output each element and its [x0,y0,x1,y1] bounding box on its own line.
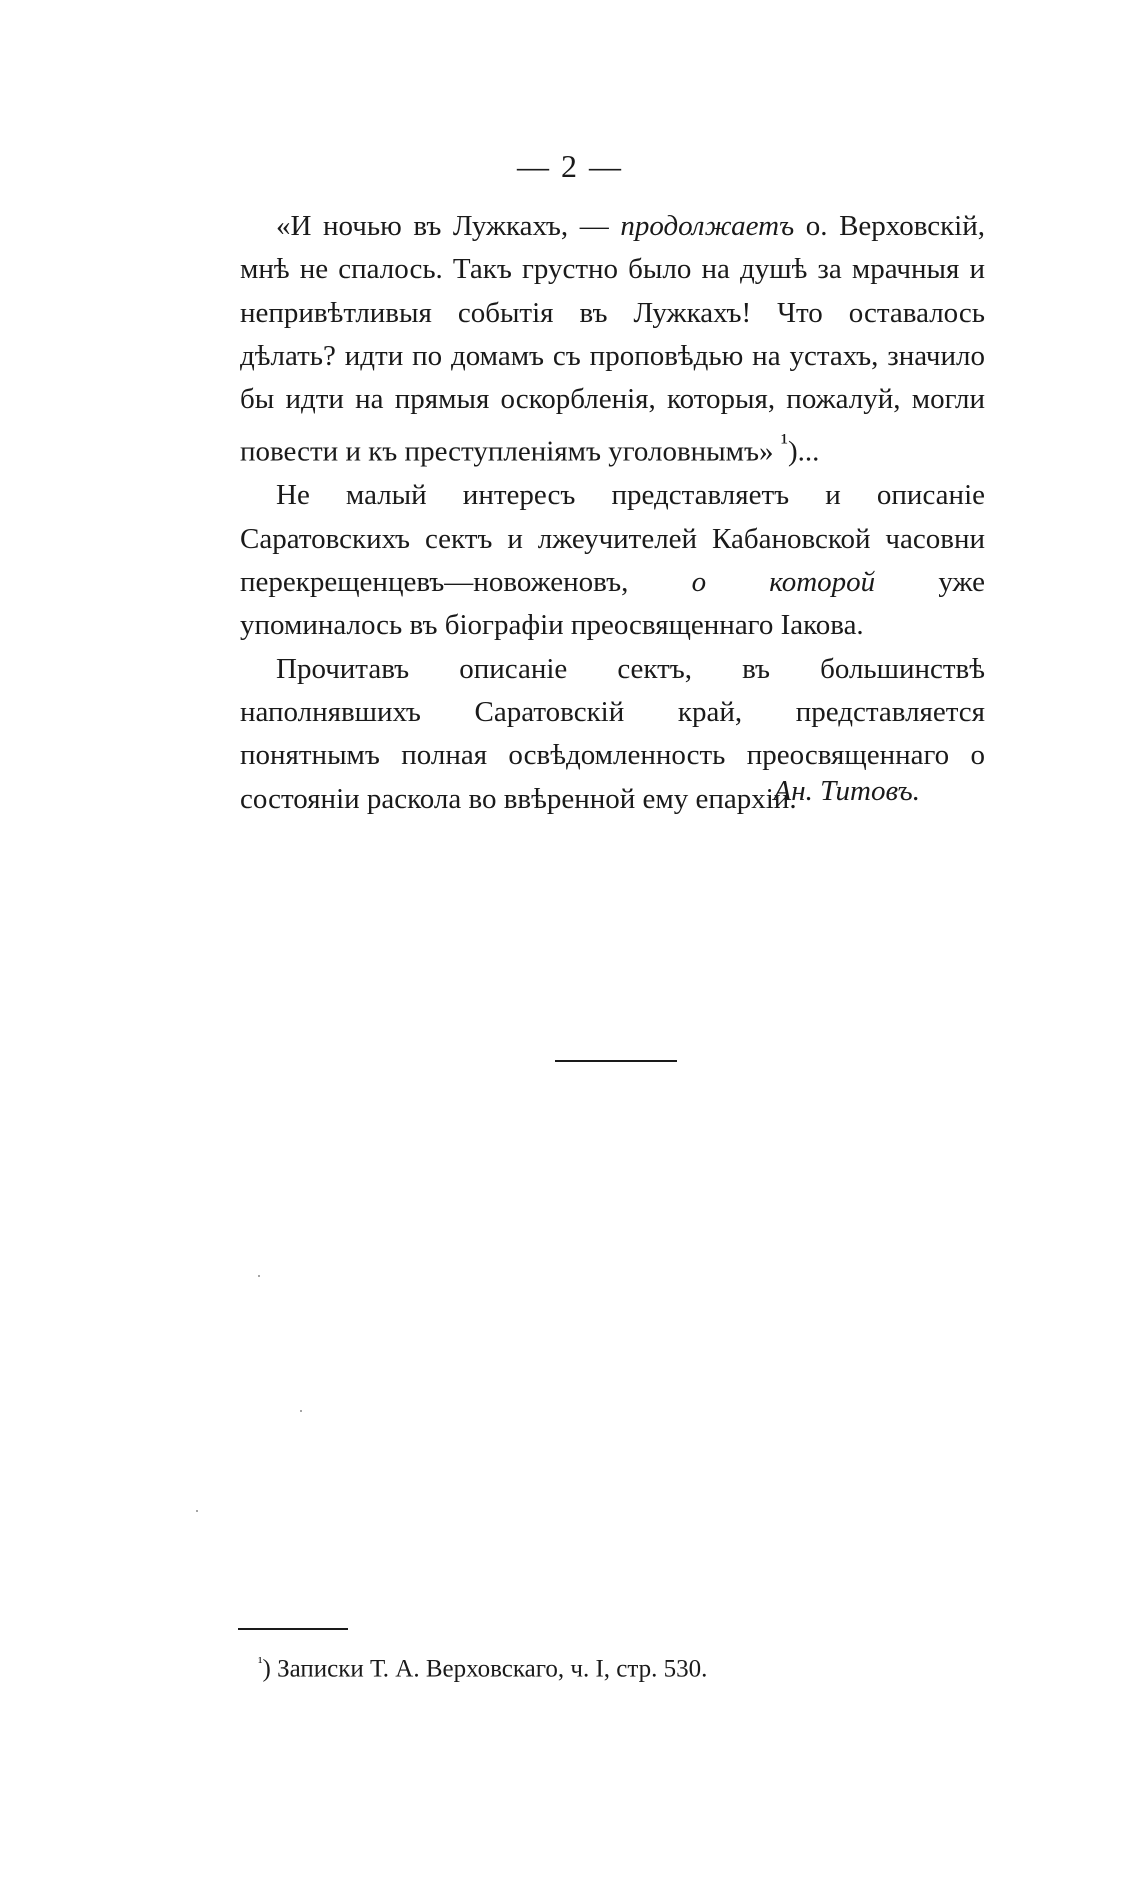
paragraph-1-italic: продолжаетъ [620,210,795,242]
footnote-mark: ¹ [258,1655,263,1671]
footnote-divider [238,1628,348,1630]
paragraph-1-part-1: «И ночью въ Лужкахъ, — [276,210,621,242]
paragraph-3: Прочитавъ описаніе сектъ, въ большинствѣ наполнявшихъ Саратовскій край, представляется понятнымъ полная освѣдомленность преосвященнаго о состояніи раскола во ввѣренной ему епархіи. [240,652,985,815]
paragraph-2-italic: о которой [691,566,876,599]
footnote-text: ) Записки Т. А. Верховскаго, ч. I, стр. 530. [262,1655,708,1683]
author-signature: Ан. Титовъ. [773,775,920,807]
footnote [258,1648,707,1684]
section-divider [555,1060,677,1062]
paragraph-2 [240,474,985,647]
paragraph-1-part-2: о. Верховскій, мнѣ не спалось. Такъ грустно было на душѣ за мрачныя и непривѣтливыя событія въ Лужкахъ! Что оставалось дѣлать? идти по домамъ съ проповѣдью на устахъ, значило бы идти на прямыя оскорбленія, которыя, пожалуй, могли повести и къ преступленіямъ уголовнымъ» [240,210,986,469]
paragraph-2-part-1: Не малый интересъ представляетъ и описаніе Саратовскихъ сектъ и лжеучителей Кабановской часовни перекрещенцевъ—новоженовъ, [240,479,985,599]
paragraph-1 [240,205,985,474]
paragraph-2-part-2: уже упоминалось въ біографіи преосвященнаго Іакова. [240,566,986,642]
scan-speck [258,1275,260,1277]
paragraph-1-part-3: )... [788,436,820,469]
footnote-reference: ¹ [780,429,789,457]
body-text [240,205,985,821]
scan-speck [300,1410,302,1412]
page-number: — 2 — [517,148,623,184]
scan-speck [196,1510,198,1512]
